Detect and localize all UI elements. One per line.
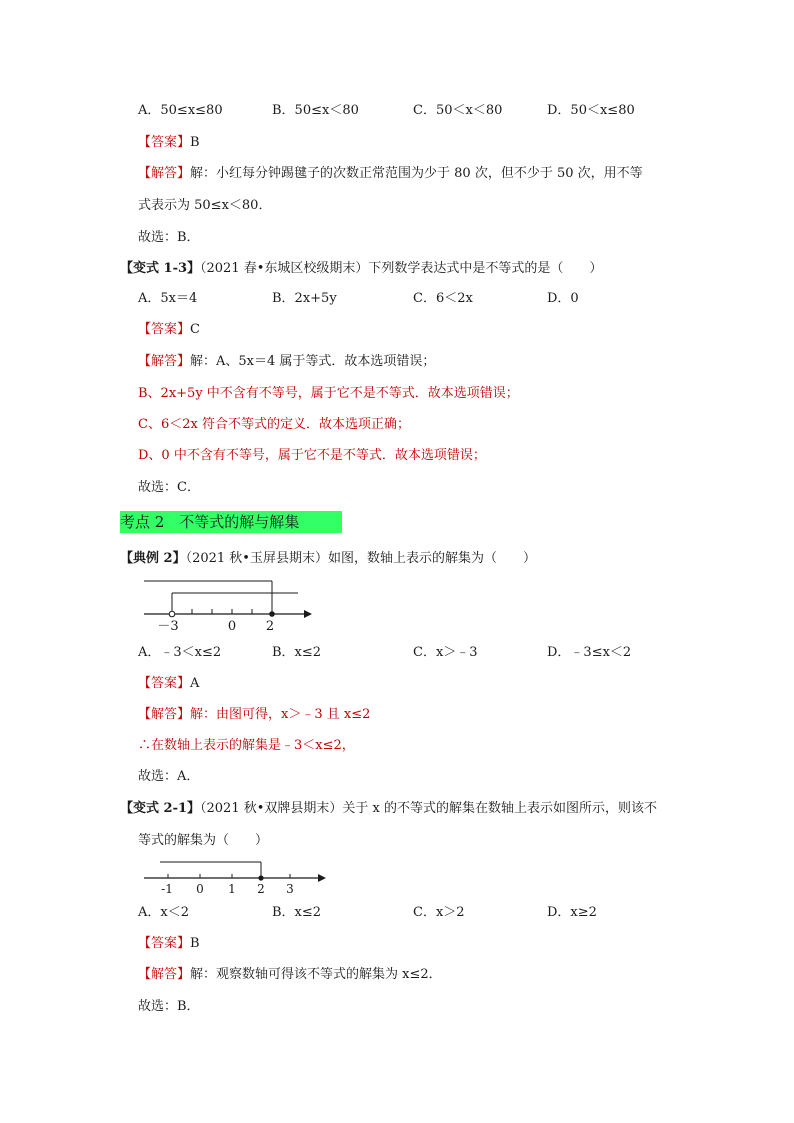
- q4-choose: 故选：B．: [138, 999, 200, 1014]
- filled-circle-marker: [258, 875, 263, 880]
- answer-value: B: [190, 936, 200, 951]
- q1-solution-line-2: 式表示为 50≤x＜80．: [138, 198, 272, 213]
- q3-option-c: C．x＞﹣3: [413, 645, 478, 660]
- answer-tag: 【答案】: [138, 322, 191, 337]
- q4-option-b: B．x≤2: [272, 905, 322, 920]
- answer-tag: 【答案】: [138, 676, 191, 691]
- q2-solution-line-3: C、6＜2x 符合不等式的定义．故本选项正确；: [138, 417, 410, 432]
- q3-option-d: D．﹣3≤x＜2: [547, 645, 632, 660]
- q2-option-b: B．2x+5y: [272, 291, 337, 306]
- axis-label: 0: [196, 882, 204, 896]
- q2-answer: [138, 320, 200, 340]
- solution-tag: 【解答】: [138, 707, 191, 722]
- q2-choose: 故选：C．: [138, 480, 200, 495]
- q3-option-b: B．x≤2: [272, 645, 322, 660]
- q1-option-c: C．50＜x＜80: [413, 103, 503, 118]
- q2-option-d: D．0: [547, 291, 579, 306]
- axis-label: -1: [161, 882, 173, 896]
- q3-stem-text: （2021 秋•玉屏县期末）如图，数轴上表示的解集为（ ）: [185, 551, 536, 566]
- answer-value: C: [190, 322, 200, 337]
- q1-option-a: A．50≤x≤80: [138, 103, 223, 118]
- q4-number-line: [140, 858, 330, 898]
- q3-stem: [120, 549, 536, 569]
- q2-stem-text: （2021 春•东城区校级期末）下列数学表达式中是不等式的是（ ）: [200, 261, 603, 276]
- q1-answer: [138, 133, 200, 153]
- q1-option-b: B．50≤x＜80: [272, 103, 359, 118]
- filled-circle-marker: [269, 611, 275, 617]
- axis-label: 1: [228, 882, 236, 896]
- q3-solution-line-1: [138, 705, 370, 725]
- q4-answer: [138, 934, 200, 954]
- solution-text: 解：A、5x＝4 属于等式．故本选项错误；: [190, 354, 436, 369]
- solution-text: 解：由图可得，x＞﹣3 且 x≤2: [190, 707, 371, 722]
- q1-choose: 故选：B．: [138, 230, 200, 245]
- q4-option-a: A．x＜2: [138, 905, 189, 920]
- q3-option-a: A．﹣3＜x≤2: [138, 645, 222, 660]
- q2-tag: 【变式 1-3】: [120, 261, 201, 276]
- solution-text: 解：小红每分钟踢毽子的次数正常范围为少于 80 次，但不少于 50 次，用不等: [190, 166, 643, 181]
- q4-option-c: C．x＞2: [413, 905, 465, 920]
- axis-label: 2: [265, 619, 275, 634]
- q4-option-d: D．x≥2: [547, 905, 597, 920]
- answer-tag: 【答案】: [138, 135, 191, 150]
- axis-label: 2: [257, 882, 265, 896]
- q3-number-line: [140, 578, 320, 634]
- q1-option-d: D．50＜x≤80: [547, 103, 635, 118]
- solution-tag: 【解答】: [138, 967, 191, 982]
- q2-solution-line-2: B、2x+5y 中不含有不等号，属于它不是不等式．故本选项错误；: [138, 386, 519, 401]
- q4-stem-line-2: 等式的解集为（ ）: [138, 833, 269, 848]
- open-circle-marker: [169, 611, 175, 617]
- q3-answer: [138, 674, 199, 694]
- q4-solution-line-1: [138, 965, 442, 985]
- q3-tag: 【典例 2】: [120, 551, 186, 566]
- q2-option-a: A．5x＝4: [138, 291, 198, 306]
- section-heading: 考点 2 不等式的解与解集: [120, 511, 342, 533]
- axis-label: 0: [227, 619, 237, 634]
- q3-solution-line-2: ∴在数轴上表示的解集是﹣3＜x≤2，: [138, 738, 355, 753]
- solution-tag: 【解答】: [138, 166, 191, 181]
- q3-choose: 故选：A．: [138, 769, 200, 784]
- axis-label: －3: [157, 619, 179, 634]
- q4-stem-line-1: [120, 799, 657, 819]
- axis-label: 3: [286, 882, 294, 896]
- solution-tag: 【解答】: [138, 354, 191, 369]
- answer-value: B: [190, 135, 200, 150]
- q2-solution-line-4: D、0 中不含有不等号，属于它不是不等式．故本选项错误；: [138, 448, 486, 463]
- answer-tag: 【答案】: [138, 936, 191, 951]
- q2-solution-line-1: [138, 352, 435, 372]
- q1-solution-line-1: [138, 164, 643, 184]
- q4-stem-text: （2021 秋•双牌县期末）关于 x 的不等式的解集在数轴上表示如图所示，则该不: [200, 801, 657, 816]
- q2-stem: [120, 259, 602, 279]
- answer-value: A: [190, 676, 200, 691]
- q2-option-c: C．6＜2x: [413, 291, 473, 306]
- q4-tag: 【变式 2-1】: [120, 801, 201, 816]
- solution-text: 解：观察数轴可得该不等式的解集为 x≤2．: [190, 967, 442, 982]
